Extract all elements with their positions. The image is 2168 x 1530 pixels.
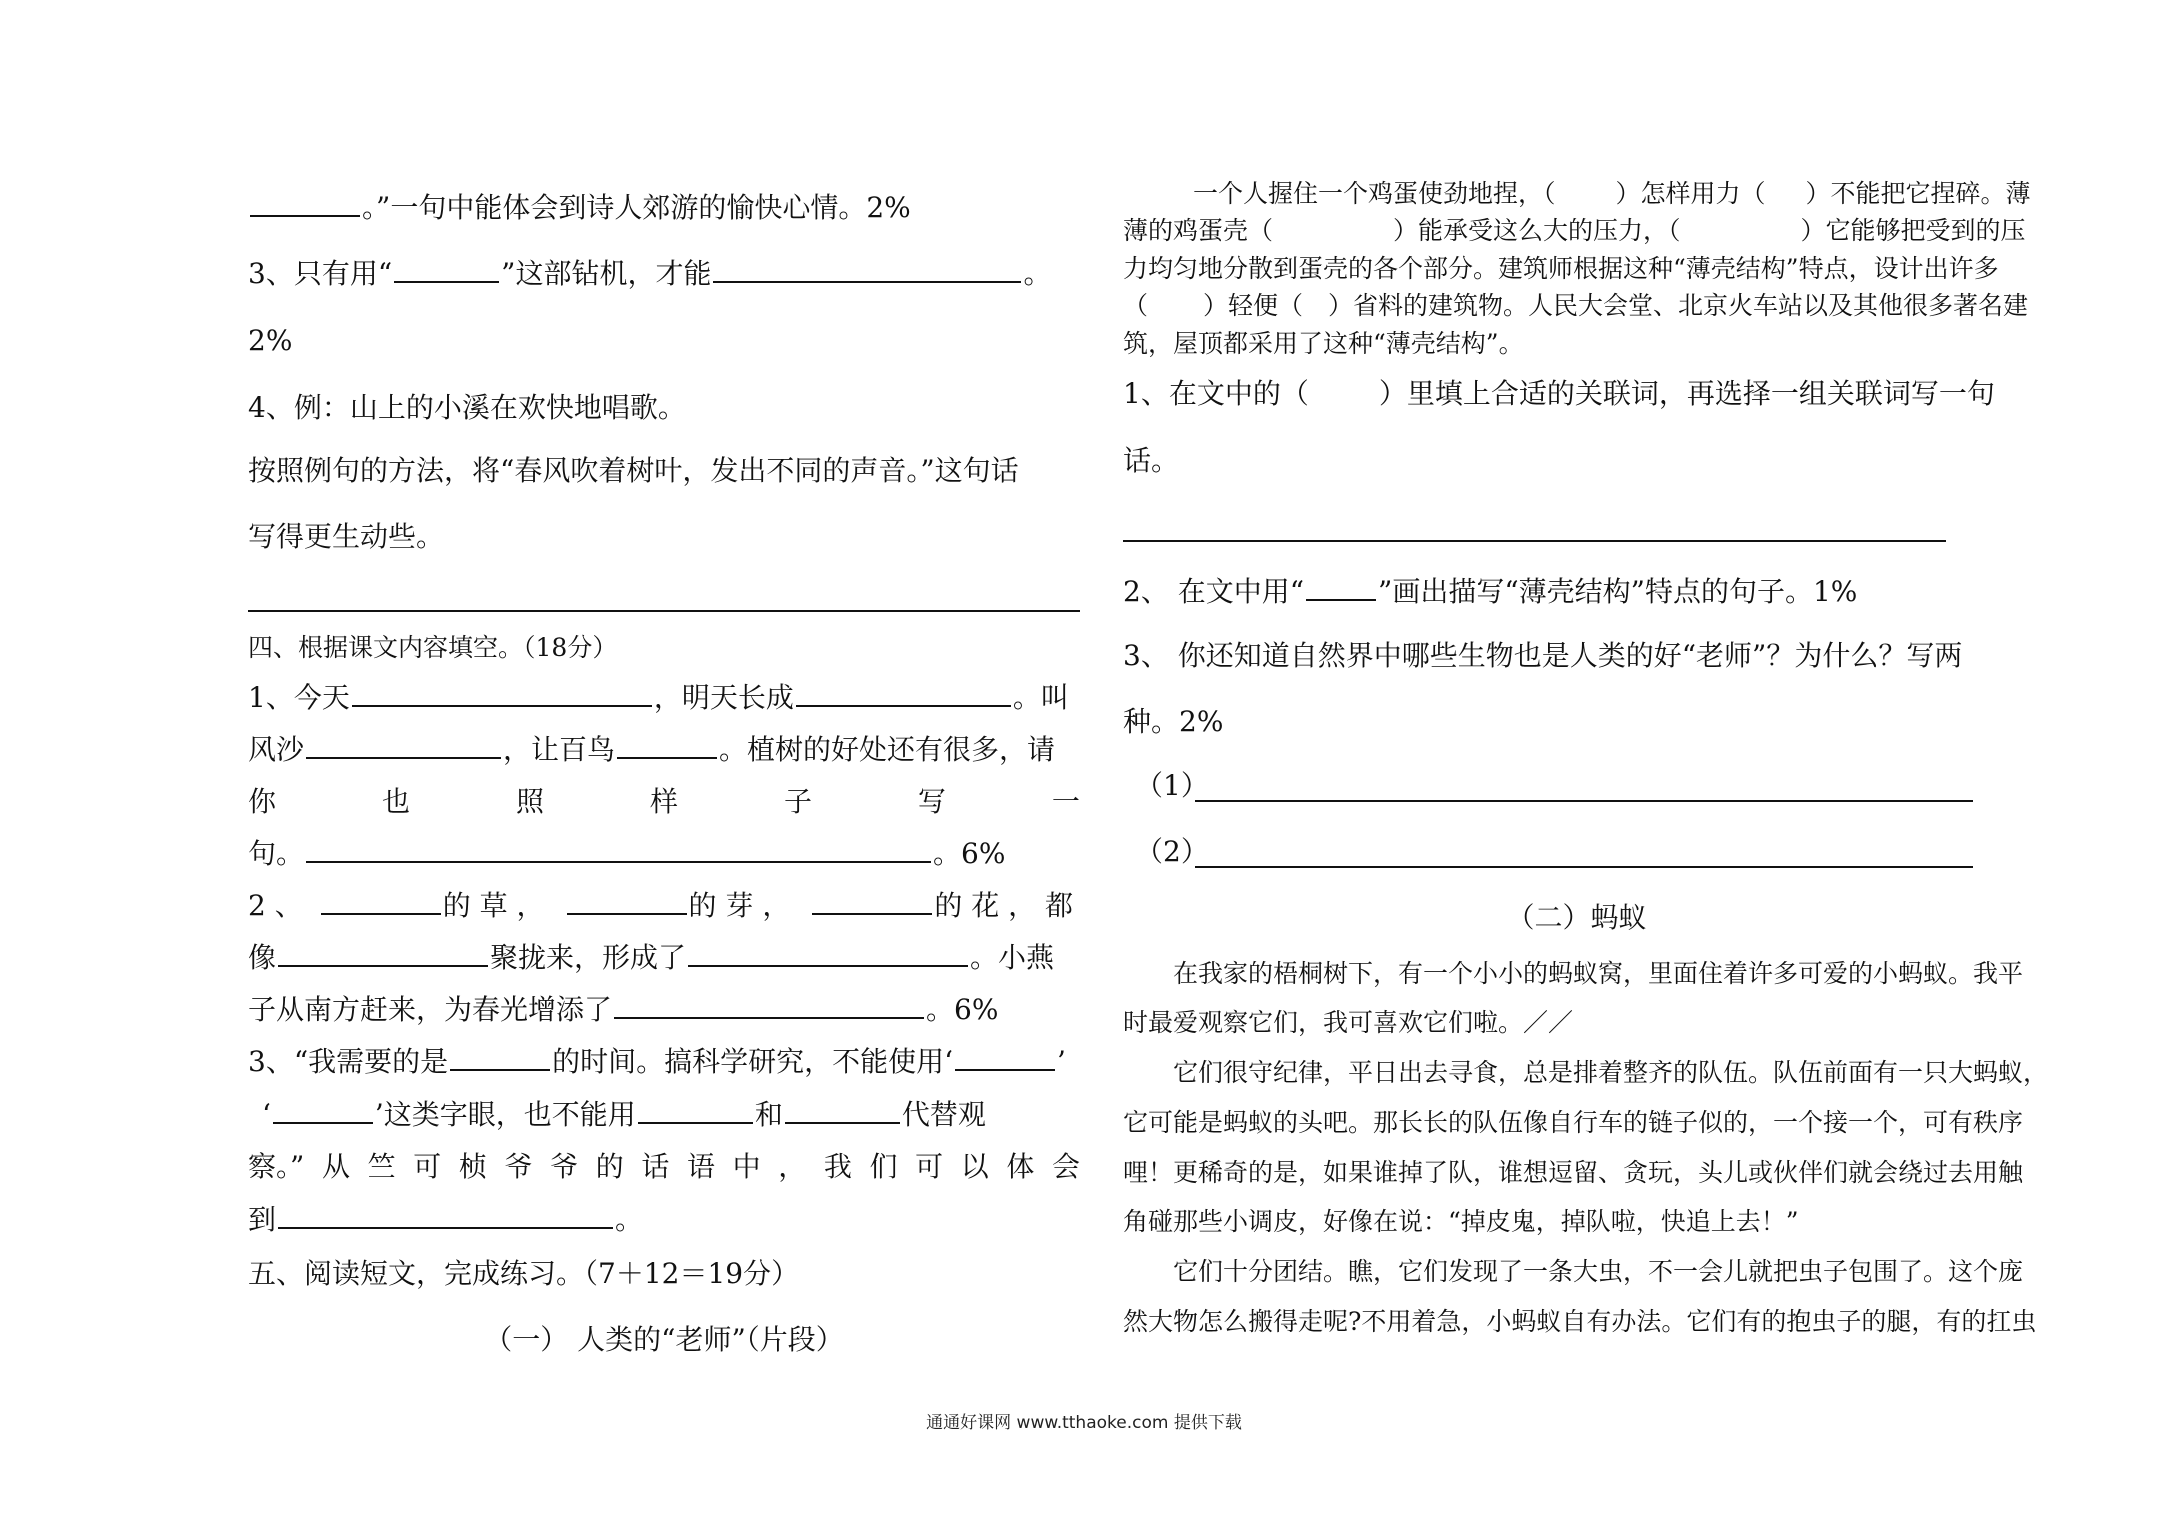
blank [450, 1045, 550, 1071]
blank [617, 733, 717, 759]
reading-q3-cont: 种。2% [1123, 705, 1224, 738]
poem-line: 。”一句中能体会到诗人郊游的愉快心情。2% [248, 190, 911, 226]
passage-1-title: （一） 人类的“老师”（片段） [484, 1323, 844, 1356]
blank [688, 941, 968, 967]
fill-q1-line1: 1、今天 ，明天长成 。叫 [248, 681, 1069, 714]
footer-download-note: 通通好课网 www.tthaoke.com 提供下载 [926, 1413, 1242, 1433]
answer-line [1195, 800, 1973, 802]
question-4-example: 4、例：山上的小溪在欢快地唱歌。 [248, 391, 686, 424]
blank [306, 837, 931, 863]
passage-1-line5: 筑，屋顶都采用了这种“薄壳结构”。 [1123, 329, 1524, 358]
fill-q2-line2: 像 聚拢来，形成了 。小燕 [248, 941, 1055, 974]
ant-paragraph-1-cont: 时最爱观察它们，我可喜欢它们啦。／／ [1123, 1008, 1574, 1037]
passage-1-line1: 一个人握住一个鸡蛋使劲地捏，（ ）怎样用力（ ）不能把它捏碎。薄 [1193, 179, 2031, 208]
blank [273, 1098, 373, 1124]
blank [278, 1203, 613, 1229]
blank [812, 889, 932, 915]
fill-q2-line1: 2 、 的 草 ， 的 芽 ， 的 花 ， 都 [248, 889, 1074, 922]
ant-paragraph-2-line2: 它可能是蚂蚁的头吧。那长长的队伍像自行车的链子似的，一个接一个，可有秩序 [1123, 1108, 2024, 1137]
reading-q1-cont: 话。 [1123, 444, 1180, 477]
blank [796, 681, 1011, 707]
passage-1-line4: （ ）轻便（ ）省料的建筑物。人民大会堂、北京火车站以及其他很多著名建 [1123, 291, 2029, 320]
question-3-drill: 3、只有用“ ”这部钻机，才能 。 [248, 257, 1052, 290]
answer-line [1123, 540, 1946, 542]
fill-q3-line1: 3、“我需要的是 的时间。搞科学研究，不能使用‘ ’ [248, 1045, 1066, 1078]
passage-2-title: （二）蚂蚁 [1506, 901, 1647, 934]
answer-2-label: （2） [1135, 835, 1209, 868]
blank [321, 889, 441, 915]
blank [394, 257, 499, 283]
score-note: 2% [248, 324, 293, 357]
blank [614, 993, 924, 1019]
fill-q3-line2: ‘ ’这类字眼，也不能用 和 代替观 [262, 1098, 986, 1131]
section-5-title: 五、阅读短文，完成练习。（7＋12＝19分） [248, 1257, 800, 1290]
blank [1306, 575, 1376, 601]
reading-q2: 2、 在文中用“ ”画出描写“薄壳结构”特点的句子。1% [1123, 575, 1858, 608]
question-4-instruction-cont: 写得更生动些。 [248, 520, 445, 553]
ant-paragraph-3: 它们十分团结。瞧，它们发现了一条大虫，不一会儿就把虫子包围了。这个庞 [1173, 1257, 2024, 1286]
fill-q2-line3: 子从南方赶来，为春光增添了 。6% [248, 993, 999, 1026]
blank [250, 191, 360, 217]
fill-q1-line4: 句。 。6% [248, 837, 1006, 870]
blank [713, 257, 1021, 283]
answer-line [248, 610, 1080, 612]
section-4-title: 四、根据课文内容填空。（18分） [248, 633, 618, 662]
fill-q3-line3: 察。” 从 竺 可 桢 爷 爷 的 话 语 中 ， 我 们 可 以 体 会 [248, 1150, 1080, 1183]
blank [638, 1098, 753, 1124]
ant-paragraph-2: 它们很守纪律，平日出去寻食，总是排着整齐的队伍。队伍前面有一只大蚂蚁， [1173, 1058, 2049, 1087]
blank [785, 1098, 900, 1124]
blank [567, 889, 687, 915]
passage-1-line2: 薄的鸡蛋壳（ ）能承受这么大的压力，（ ）它能够把受到的压 [1123, 216, 2026, 245]
answer-line [1195, 866, 1973, 868]
blank [352, 681, 652, 707]
reading-q1: 1、在文中的（ ）里填上合适的关联词，再选择一组关联词写一句 [1123, 377, 1995, 410]
ant-paragraph-2-line4: 角碰那些小调皮，好像在说：“掉皮鬼，掉队啦，快追上去！” [1123, 1207, 1799, 1236]
ant-paragraph-1: 在我家的梧桐树下，有一个小小的蚂蚁窝，里面住着许多可爱的小蚂蚁。我平 [1173, 959, 2024, 988]
passage-1-line3: 力均匀地分散到蛋壳的各个部分。建筑师根据这种“薄壳结构”特点，设计出许多 [1123, 254, 1999, 283]
fill-q1-line3: 你 也 照 样 子 写 一 [248, 785, 1080, 818]
ant-paragraph-3-line2: 然大物怎么搬得走呢?不用着急，小蚂蚁自有办法。它们有的抱虫子的腿，有的扛虫 [1123, 1307, 2037, 1336]
blank [955, 1045, 1055, 1071]
blank [306, 733, 501, 759]
reading-q3: 3、 你还知道自然界中哪些生物也是人类的好“老师”？为什么？写两 [1123, 639, 1963, 672]
ant-paragraph-2-line3: 哩！更稀奇的是，如果谁掉了队，谁想逗留、贪玩，头儿或伙伴们就会绕过去用触 [1123, 1158, 2024, 1187]
fill-q1-line2: 风沙 ，让百鸟 。植树的好处还有很多，请 [248, 733, 1056, 766]
answer-1-label: （1） [1135, 769, 1209, 802]
question-4-instruction: 按照例句的方法，将“春风吹着树叶，发出不同的声音。”这句话 [248, 454, 1019, 487]
fill-q3-line4: 到 。 [248, 1203, 644, 1236]
blank [278, 941, 488, 967]
